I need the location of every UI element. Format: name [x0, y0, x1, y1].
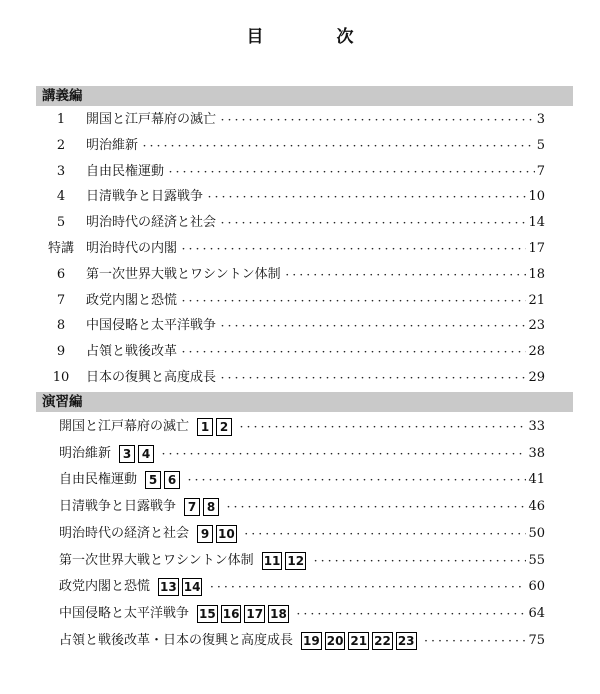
exercise-number-box: 6	[164, 471, 180, 489]
page-number: 41	[528, 472, 545, 488]
toc-entry[interactable]	[36, 212, 545, 234]
exercise-number-boxes	[184, 498, 222, 516]
exercise-number-box: 1	[197, 418, 213, 436]
entry-title: 明治維新	[59, 445, 112, 461]
leader-dots	[224, 496, 526, 518]
toc-entry[interactable]	[59, 603, 545, 625]
leader-dots	[218, 109, 535, 131]
entry-number: 6	[56, 266, 66, 282]
entry-title: 政党内閣と恐慌	[59, 579, 151, 595]
leader-dots	[185, 469, 526, 491]
toc-entry[interactable]	[59, 550, 545, 572]
toc-entry[interactable]	[36, 186, 545, 208]
leader-dots	[140, 135, 535, 157]
practice-section-header	[36, 392, 573, 412]
entry-number: 8	[56, 318, 66, 334]
entry-number: 4	[56, 189, 66, 205]
entry-title: 日清戦争と日露戦争	[59, 499, 177, 515]
entry-title: 日本の復興と高度成長	[86, 370, 217, 385]
toc-entry[interactable]	[59, 523, 545, 545]
toc-entry[interactable]	[36, 367, 545, 389]
entry-title: 自由民権運動	[59, 472, 138, 488]
exercise-number-box: 14	[183, 580, 201, 595]
leader-dots	[242, 523, 527, 545]
page-number: 38	[528, 445, 545, 461]
exercise-number-box: 18	[270, 606, 287, 621]
toc-entry[interactable]	[36, 290, 545, 312]
entry-number: 7	[56, 292, 66, 308]
entry-title: 開国と江戸幕府の滅亡	[59, 419, 190, 434]
entry-title: 占領と戦後改革・日本の復興と高度成長	[59, 632, 294, 648]
page-number: 14	[528, 215, 545, 231]
page-number: 17	[528, 241, 545, 256]
lecture-section-header	[36, 86, 573, 106]
entry-number: 9	[56, 344, 66, 360]
page-number: 60	[528, 579, 545, 595]
toc-entry[interactable]	[36, 135, 545, 157]
exercise-number-box: 3	[119, 445, 135, 463]
entry-title: 自由民権運動	[86, 163, 165, 179]
exercise-number-box: 13	[160, 580, 177, 595]
page-number: 10	[528, 189, 545, 205]
leader-dots	[166, 161, 535, 183]
entry-title: 明治時代の内閣	[86, 241, 178, 256]
exercise-number-box: 21	[350, 633, 368, 648]
practice-section-label: 演習編	[42, 394, 83, 410]
page-number: 28	[528, 344, 545, 360]
exercise-number-box: 23	[397, 633, 415, 648]
entry-title: 開国と江戸幕府の滅亡	[86, 112, 217, 127]
page-number: 23	[528, 318, 545, 334]
leader-dots	[218, 315, 526, 337]
exercise-number-box: 4	[138, 445, 154, 463]
toc-entry[interactable]	[59, 416, 545, 438]
exercise-number-box: 11	[263, 553, 281, 568]
leader-dots	[422, 630, 527, 652]
page-number: 7	[536, 163, 545, 179]
exercise-number-box: 10	[218, 526, 235, 541]
page-number: 18	[528, 266, 545, 282]
page-number: 29	[528, 370, 545, 385]
toc-entry[interactable]	[59, 443, 545, 465]
lecture-section-label: 講義編	[42, 88, 83, 104]
page-number: 21	[528, 292, 545, 308]
exercise-number-box: 19	[303, 633, 320, 648]
entry-number: 特講	[47, 241, 74, 256]
exercise-number-box: 2	[216, 418, 232, 436]
toc-entry[interactable]	[36, 264, 545, 286]
page-number: 33	[528, 419, 545, 434]
exercise-number-boxes	[197, 525, 240, 543]
leader-dots	[179, 290, 526, 312]
entry-number: 2	[56, 137, 66, 153]
entry-title: 中国侵略と太平洋戦争	[59, 605, 190, 621]
leader-dots	[294, 603, 527, 625]
leader-dots	[311, 550, 526, 572]
entry-number: 10	[52, 370, 70, 385]
entry-title: 政党内閣と恐慌	[86, 292, 178, 308]
exercise-number-box: 7	[184, 498, 200, 516]
leader-dots	[218, 212, 526, 234]
exercise-number-box: 20	[326, 633, 344, 648]
page-number: 64	[528, 605, 545, 621]
page-title: 目 次	[246, 27, 382, 47]
toc-entry[interactable]	[36, 161, 545, 183]
exercise-number-box: 12	[287, 553, 305, 568]
entry-title: 第一次世界大戦とワシントン体制	[86, 266, 281, 282]
exercise-number-boxes	[145, 471, 183, 489]
page-number: 46	[528, 499, 545, 515]
toc-entry[interactable]	[59, 496, 545, 518]
exercise-number-boxes	[119, 445, 157, 463]
entry-number: 1	[56, 112, 66, 127]
leader-dots	[218, 367, 526, 389]
exercise-number-boxes	[197, 418, 235, 436]
exercise-number-box: 16	[222, 606, 240, 621]
leader-dots	[205, 186, 526, 208]
exercise-number-box: 9	[197, 525, 213, 543]
exercise-number-box: 22	[374, 633, 391, 648]
toc-entry[interactable]	[36, 315, 545, 337]
entry-number: 3	[56, 163, 66, 179]
exercise-number-box: 15	[199, 606, 216, 621]
leader-dots	[179, 341, 526, 363]
leader-dots	[207, 576, 526, 598]
leader-dots	[237, 416, 526, 438]
leader-dots	[159, 443, 526, 465]
leader-dots	[179, 238, 526, 260]
page-number: 75	[528, 632, 545, 648]
leader-dots	[283, 264, 527, 286]
entry-title: 日清戦争と日露戦争	[86, 189, 204, 205]
page-number: 55	[528, 552, 545, 568]
toc-entry[interactable]	[36, 238, 545, 260]
toc-entry[interactable]	[36, 341, 545, 363]
exercise-number-boxes	[197, 605, 292, 623]
exercise-number-box: 17	[246, 606, 264, 621]
entry-title: 明治維新	[86, 137, 139, 153]
entry-title: 明治時代の経済と社会	[86, 215, 217, 231]
entry-title: 明治時代の経済と社会	[59, 525, 190, 541]
toc-entry[interactable]	[59, 576, 545, 598]
exercise-number-box: 8	[203, 498, 219, 516]
page-number: 3	[536, 112, 545, 127]
entry-title: 中国侵略と太平洋戦争	[86, 318, 217, 334]
toc-entry[interactable]	[36, 109, 545, 131]
exercise-number-boxes	[262, 552, 309, 570]
exercise-number-box: 5	[145, 471, 161, 489]
exercise-number-boxes	[158, 578, 205, 596]
page-number: 5	[536, 137, 545, 153]
entry-title: 占領と戦後改革	[86, 344, 178, 360]
entry-number: 5	[56, 215, 66, 231]
entry-title: 第一次世界大戦とワシントン体制	[59, 552, 254, 568]
toc-entry[interactable]	[59, 469, 545, 491]
toc-entry[interactable]	[59, 630, 545, 652]
page-number: 50	[528, 525, 545, 541]
exercise-number-boxes	[301, 632, 420, 650]
